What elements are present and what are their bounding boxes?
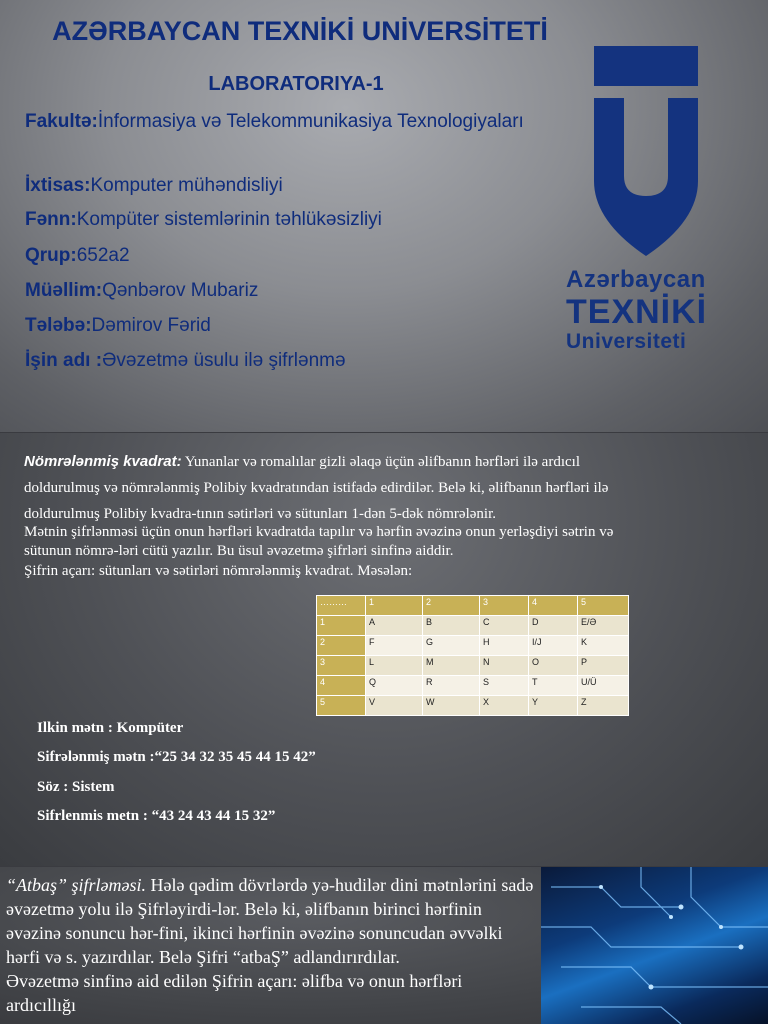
table-row — [317, 676, 629, 696]
table-cell: Z — [578, 696, 629, 716]
table-cell: 2 — [317, 636, 366, 656]
table-cell: R — [423, 676, 480, 696]
title-slide — [0, 0, 768, 432]
university-logo — [566, 46, 728, 354]
intro-line-1: Nömrələnmiş kvadrat: Yunanlar və romalılar gizli əlaqə üçün əlifbanın hərfləri ilə ardıcıl — [24, 453, 580, 470]
table-cell: 1 — [317, 616, 366, 636]
table-cell: 1 — [366, 596, 423, 616]
table-row — [317, 636, 629, 656]
table-cell: T — [529, 676, 578, 696]
atbash-term: “Atbaş” şifrləməsi. — [6, 875, 147, 895]
table-cell: 4 — [317, 676, 366, 696]
atbash-slide — [0, 867, 768, 1024]
table-cell: 5 — [317, 696, 366, 716]
table-cell: F — [366, 636, 423, 656]
table-cell: E/Ə — [578, 616, 629, 636]
circuit-board-image — [541, 867, 768, 1024]
table-cell: P — [578, 656, 629, 676]
example-encrypted-word: Sifrlenmis metn : “43 24 43 44 15 32” — [37, 808, 276, 824]
table-cell: 3 — [480, 596, 529, 616]
logo-line-2: TEXNİKİ — [566, 293, 708, 331]
logo-line-3: Universiteti — [566, 330, 687, 353]
table-cell: C — [480, 616, 529, 636]
table-cell: V — [366, 696, 423, 716]
table-cell: Y — [529, 696, 578, 716]
table-cell: O — [529, 656, 578, 676]
table-cell: G — [423, 636, 480, 656]
logo-line-1: Azərbaycan — [566, 266, 706, 293]
polybius-square-table — [316, 595, 629, 716]
field-student: Tələbə:Dəmirov Fərid — [25, 315, 211, 336]
table-cell: D — [529, 616, 578, 636]
table-row — [317, 656, 629, 676]
field-faculty: Fakultə:İnformasiya və Telekommunikasiya Texnologiyaları — [25, 111, 524, 132]
field-group: Qrup:652a2 — [25, 245, 130, 266]
table-row — [317, 616, 629, 636]
table-cell: 5 — [578, 596, 629, 616]
example-encrypted-text: Sifrələnmiş mətn :“25 34 32 35 45 44 15 42” — [37, 749, 316, 765]
table-cell: X — [480, 696, 529, 716]
example-original-text: Ilkin mətn : Kompüter — [37, 720, 184, 736]
table-cell: 4 — [529, 596, 578, 616]
intro-line-3: doldurulmuş Polibiy kvadra-tının sətirləri və sütunları 1-dən 5-dək nömrələnir. — [24, 506, 496, 522]
field-specialty: İxtisas:Komputer mühəndisliyi — [25, 175, 283, 196]
table-cell: W — [423, 696, 480, 716]
table-cell: L — [366, 656, 423, 676]
table-header-row — [317, 596, 629, 616]
table-cell: N — [480, 656, 529, 676]
atbash-paragraph: “Atbaş” şifrləməsi. Hələ qədim dövrlərdə yə-hudilər dini mətnlərini sadə əvəzetmə yolu ilə Şifrləyirdi-lər. Belə ki, əlifbanın birinci hərfinin əvəzinə sonuncu hər-fini, ikinci hərfinin əvəzinə sonuncudan əvvəlki hərfi və s. yazırdılar. Belə Şifri “atbaŞ” adlandırırdılar. Əvəzetmə sinfinə aid edilən Şifrin açarı: əlifba və onun hərfləri ardıcıllığı — [6, 875, 534, 1015]
polybius-slide — [0, 433, 768, 866]
intro-line-6: Şifrin açarı: sütunları və sətirləri nömrələnmiş kvadrat. Məsələn: — [24, 563, 413, 579]
shield-u-icon — [594, 46, 698, 256]
table-cell: A — [366, 616, 423, 636]
table-cell: Q — [366, 676, 423, 696]
atbash-key-text: Əvəzetmə sinfinə aid edilən Şifrin açarı: əlifba və onun hərfləri ardıcıllığı — [6, 971, 463, 1015]
field-subject: Fənn:Kompüter sistemlərinin təhlükəsizliyi — [25, 209, 382, 230]
table-cell: U/Ü — [578, 676, 629, 696]
table-cell: 2 — [423, 596, 480, 616]
intro-line-5: sütunun nömrə-ləri cütü yazılır. Bu üsul əvəzetmə şifrləri sinfinə aiddir. — [24, 543, 454, 559]
intro-line-4: Mətnin şifrlənməsi üçün onun hərfləri kvadratda tapılır və hərfin əvəzinə onun yerləşdiyi sətrin və — [24, 524, 614, 540]
table-cell: I/J — [529, 636, 578, 656]
intro-line-2: doldurulmuş və nömrələnmiş Polibiy kvadratından istifadə edirdilər. Belə ki, əlifbanın hərfləri ilə — [24, 480, 609, 496]
university-title: AZƏRBAYCAN TEXNİKİ UNİVERSİTETİ — [52, 16, 548, 46]
table-cell: M — [423, 656, 480, 676]
table-row — [317, 696, 629, 716]
circuit-pattern-icon — [541, 867, 768, 1024]
table-cell: K — [578, 636, 629, 656]
table-cell: S — [480, 676, 529, 696]
example-word: Söz : Sistem — [37, 779, 115, 795]
table-cell: B — [423, 616, 480, 636]
field-work-title: İşin adı :Əvəzetmə üsulu ilə şifrlənmə — [25, 350, 346, 371]
table-cell: 3 — [317, 656, 366, 676]
field-teacher: Müəllim:Qənbərov Mubariz — [25, 280, 259, 301]
table-cell: H — [480, 636, 529, 656]
table-cell: ……… — [317, 596, 366, 616]
lab-title: LABORATORIYA-1 — [208, 73, 384, 95]
